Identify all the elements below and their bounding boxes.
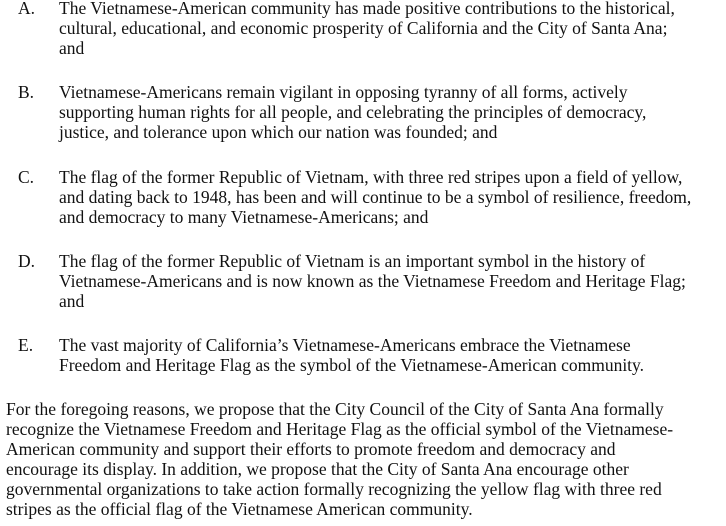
item-letter: A. bbox=[18, 0, 36, 18]
item-line: Vietnamese-Americans remain vigilant in opposing tyranny of all forms, actively bbox=[59, 82, 628, 102]
item-line: Freedom and Heritage Flag as the symbol of the Vietnamese-American community. bbox=[59, 355, 645, 375]
item-line: The flag of the former Republic of Vietnam, with three red stripes upon a field of yellow, bbox=[59, 167, 683, 187]
item-letter: B. bbox=[18, 82, 35, 102]
item-line: and democracy to many Vietnamese-Americans; and bbox=[59, 207, 429, 227]
item-line: The flag of the former Republic of Vietnam is an important symbol in the history of bbox=[59, 251, 646, 271]
item-letter: D. bbox=[18, 251, 36, 271]
closing-line: American community and support their efforts to promote freedom and democracy and bbox=[6, 439, 616, 459]
item-line: justice, and tolerance upon which our nation was founded; and bbox=[59, 122, 498, 142]
item-line: and bbox=[59, 291, 85, 311]
item-line: and dating back to 1948, has been and will continue to be a symbol of resilience, freedom, bbox=[59, 187, 692, 207]
item-line: cultural, educational, and economic prosperity of California and the City of Santa Ana; bbox=[59, 18, 668, 38]
item-line: and bbox=[59, 38, 85, 58]
closing-line: stripes as the official flag of the Vietnamese American community. bbox=[6, 499, 473, 519]
item-letter: E. bbox=[18, 335, 34, 355]
closing-line: governmental organizations to take action formally recognizing the yellow flag with three red bbox=[6, 479, 662, 499]
closing-line: encourage its display. In addition, we propose that the City of Santa Ana encourage other bbox=[6, 459, 629, 479]
item-letter: C. bbox=[18, 167, 35, 187]
closing-line: For the foregoing reasons, we propose that the City Council of the City of Santa Ana formally bbox=[6, 399, 664, 419]
item-line: supporting human rights for all people, and celebrating the principles of democracy, bbox=[59, 102, 647, 122]
item-line: The vast majority of California’s Vietnamese-Americans embrace the Vietnamese bbox=[59, 335, 631, 355]
item-line: The Vietnamese-American community has made positive contributions to the historical, bbox=[59, 0, 675, 18]
item-line: Vietnamese-Americans and is now known as the Vietnamese Freedom and Heritage Flag; bbox=[59, 271, 686, 291]
closing-line: recognize the Vietnamese Freedom and Heritage Flag as the official symbol of the Vietnamese- bbox=[6, 419, 674, 439]
